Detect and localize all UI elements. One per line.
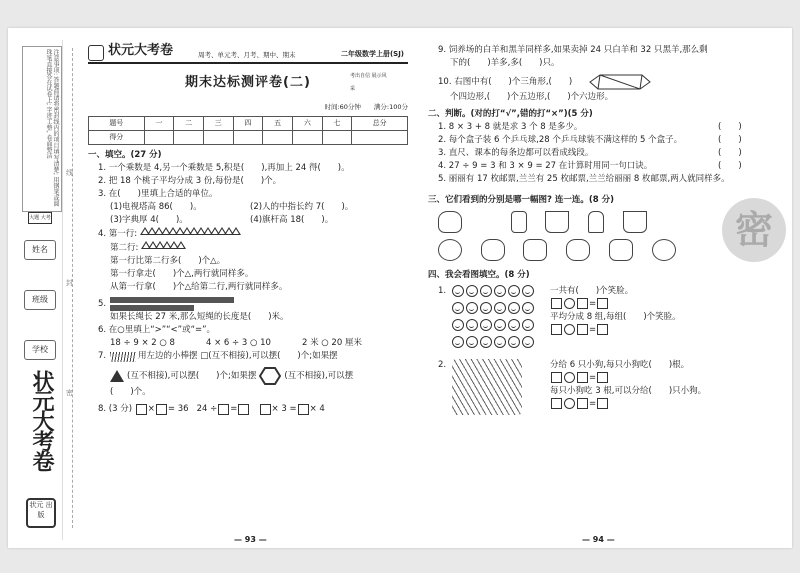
header-sub: 周考、单元考、月考、期中、期末: [198, 51, 296, 59]
judge-5: 5. 丽丽有 17 枚邮票,兰兰有 25 枚邮票,兰兰给丽丽 8 枚邮票,两人就同样多。: [438, 174, 730, 184]
question-4-row-2: [110, 241, 408, 255]
smiley-icon: [494, 336, 506, 348]
smiley-icon: [466, 319, 478, 331]
answer-box[interactable]: [577, 372, 588, 383]
picture-q1b: 平均分成 8 组,每组( )个笑脸。: [550, 312, 681, 322]
answer-box[interactable]: [551, 372, 562, 383]
smiley-icon: [452, 336, 464, 348]
judge-2-text: 2. 每个盒子装 6 个乒乓球,28 个乒乓球装不满这样的 5 个盒子。: [438, 135, 683, 145]
score-col-4: 四: [233, 117, 263, 131]
smiley-icon: [466, 285, 478, 297]
question-3b: (2)人的中指长约 7( )。: [250, 202, 354, 212]
question-6-items: [110, 337, 408, 350]
answer-box[interactable]: [136, 404, 147, 415]
picture-question-2: [438, 359, 768, 415]
dog-icon: [566, 239, 590, 261]
score-col-2: 二: [174, 117, 204, 131]
operator-circle[interactable]: [564, 372, 575, 383]
picture-q2-num: 2.: [438, 360, 447, 370]
answer-box[interactable]: [551, 398, 562, 409]
question-4c: 第一行比第二行多( )个△。: [110, 256, 226, 266]
question-8b: 24 ÷: [196, 404, 218, 414]
judge-2: [438, 134, 768, 147]
answer-box[interactable]: [156, 404, 167, 415]
sticks-icon: [110, 352, 136, 362]
smiley-icon: [522, 302, 534, 314]
question-7-num: 7.: [98, 351, 107, 361]
smiley-icon: [452, 319, 464, 331]
triangle-row-1: [140, 227, 238, 240]
school-label: 学校: [24, 340, 56, 360]
mug-side-icon: [623, 211, 647, 233]
smiley-icon: [480, 302, 492, 314]
score-cell[interactable]: [174, 131, 204, 145]
question-3-row-2: [110, 214, 408, 227]
answer-box[interactable]: [218, 404, 229, 415]
answer-box[interactable]: [577, 398, 588, 409]
smiley-grid: [452, 285, 538, 353]
section-2-title: 二、判断。(对的打“√”,错的打“×”)(5 分): [428, 109, 593, 119]
right-page: [428, 44, 768, 415]
judge-4: [438, 160, 768, 173]
judge-4-text: 4. 27 ÷ 9 = 3 和 3 × 9 = 27 在计算时用同一句口诀。: [438, 161, 653, 171]
triangle-shape-icon: [110, 370, 124, 382]
answer-box[interactable]: [238, 404, 249, 415]
smiley-icon: [494, 285, 506, 297]
question-4e: 从第一行拿( )个△给第二行,两行就同样多。: [110, 282, 288, 292]
question-8d: × 4: [309, 404, 325, 414]
smiley-icon: [522, 285, 534, 297]
question-7-row-2: [110, 366, 408, 386]
rabbit-icon: [481, 239, 505, 261]
question-10-text: 10. 右图中有( )个三角形,( ): [438, 76, 573, 87]
smiley-icon: [508, 336, 520, 348]
question-3: 3. 在( )里填上合适的单位。: [98, 189, 218, 199]
picture-q1-num: 1.: [438, 286, 447, 296]
score-table: [88, 116, 408, 145]
operator-circle[interactable]: [564, 398, 575, 409]
question-1: 1. 一个乘数是 4,另一个乘数是 5,积是( ),再加上 24 得( )。: [98, 163, 350, 173]
triangle-row-2: [141, 241, 183, 254]
score-col-5: 五: [263, 117, 293, 131]
smiley-icon: [508, 319, 520, 331]
cut-mark-2: 封: [66, 279, 73, 287]
logo-icon: [88, 45, 104, 61]
score-col-total: 总分: [352, 117, 408, 131]
answer-box[interactable]: [551, 324, 562, 335]
matching-row-top: [438, 211, 768, 233]
question-4-label-2: 第二行:: [110, 243, 139, 253]
snail-icon: [438, 239, 462, 261]
smiley-icon: [466, 336, 478, 348]
section-1-title: 一、填空。(27 分): [88, 150, 162, 160]
answer-box[interactable]: [597, 298, 608, 309]
left-page: [88, 44, 408, 416]
publisher-logo: 状元 出版: [26, 498, 56, 528]
smiley-icon: [508, 285, 520, 297]
question-10b: 个四边形,( )个五边形,( )个六边形。: [450, 92, 614, 102]
page-number-left: — 93 —: [234, 535, 267, 544]
answer-box[interactable]: [298, 404, 309, 415]
question-4d: 第一行拿走( )个△,两行就同样多。: [110, 269, 254, 279]
cup-icon: [511, 211, 527, 233]
judge-1: [438, 121, 768, 134]
class-label: 班级: [24, 290, 56, 310]
binding-sidebar: [16, 40, 63, 540]
sidebar-brand: 状元大考卷: [29, 370, 54, 470]
question-10: [438, 73, 768, 91]
exam-title: 期末达标测评卷(二): [185, 75, 311, 90]
score-col-6: 六: [292, 117, 322, 131]
page-header: [88, 44, 408, 64]
header-brand: 状元大考卷: [108, 43, 174, 58]
question-6c: 2 米 ○ 20 厘米: [302, 338, 362, 348]
question-5-diagram: [98, 297, 408, 311]
snail-side-icon: [652, 239, 676, 261]
smiley-icon: [480, 336, 492, 348]
smiley-icon: [480, 319, 492, 331]
exam-badge: 考出自信 展示风采: [350, 73, 387, 92]
score-col-label: 题号: [89, 117, 145, 131]
question-7c: (互不相接),可以摆( )个;如果摆: [127, 370, 257, 381]
question-3d: (4)旗杆高 18( )。: [250, 215, 334, 225]
smiley-icon: [480, 285, 492, 297]
score-cell[interactable]: [322, 131, 352, 145]
hexagon-icon: [259, 366, 281, 386]
question-3c: (3)字典厚 4( )。: [110, 215, 188, 225]
picture-q2b: 每只小狗吃 3 根,可以分给( )只小狗。: [550, 386, 707, 396]
judge-3-answer[interactable]: ( ): [718, 148, 742, 158]
seal-stamp: 密: [722, 198, 786, 262]
judge-1-answer[interactable]: ( ): [718, 122, 742, 132]
smiley-icon: [522, 319, 534, 331]
judge-4-answer[interactable]: ( ): [718, 161, 742, 171]
question-5: 如果长绳长 27 米,那么短绳的长度是( )米。: [110, 312, 289, 322]
picture-q1-answers: 一共有( )个笑脸。 = 平均分成 8 组,每组( )个笑脸。 =: [550, 286, 681, 335]
judge-1-text: 1. 8 × 3 + 8 就是求 3 个 8 是多少。: [438, 122, 583, 132]
score-header-row: [89, 117, 408, 131]
question-2: 2. 把 18 个桃子平均分成 3 份,每份是( )个。: [98, 176, 282, 186]
question-4-label-1: 4. 第一行:: [98, 229, 138, 239]
cut-line: [72, 48, 73, 528]
bones-and-dog-image: [452, 359, 522, 415]
answer-box[interactable]: [260, 404, 271, 415]
section-3-title: 三、它们看到的分别是哪一幅图? 连一连。(8 分): [428, 195, 615, 205]
answer-box[interactable]: [551, 298, 562, 309]
cat-icon: [523, 239, 547, 261]
question-3a: (1)电视塔高 86( )。: [110, 202, 202, 212]
score-cell[interactable]: [292, 131, 322, 145]
score-cell[interactable]: [144, 131, 174, 145]
header-grade: 二年级数学上册(SJ): [340, 50, 404, 58]
question-7d: (互不相接),可以摆: [284, 370, 354, 381]
question-6b: 4 × 6 ÷ 3 ○ 10: [206, 338, 271, 348]
smiley-icon: [522, 336, 534, 348]
score-cell[interactable]: [203, 131, 233, 145]
question-6a: 18 ÷ 9 × 2 ○ 8: [110, 338, 175, 348]
operator-circle[interactable]: [564, 298, 575, 309]
notice-box: 注意事项: 答题前请将密封线内的项目填写清楚; 用钢笔或圆珠笔直接答在试卷上; 字迹工整, 卷面整洁: [22, 46, 62, 212]
score-cell[interactable]: [352, 131, 408, 145]
long-rope-bar: [110, 297, 234, 303]
judge-3-text: 3. 直尺、课本的每条边都可以看成线段。: [438, 148, 594, 158]
rope-bars: [110, 297, 234, 311]
matching-row-bottom: [438, 239, 768, 261]
smiley-icon: [466, 302, 478, 314]
question-8-label: 8. (3 分): [98, 404, 133, 414]
exam-page: [8, 28, 792, 548]
cut-mark-3: 密: [66, 389, 73, 397]
question-8a: = 36: [167, 404, 189, 414]
answer-box[interactable]: [597, 398, 608, 409]
smiley-icon: [452, 302, 464, 314]
smiley-icon: [508, 302, 520, 314]
smiley-icon: [494, 319, 506, 331]
page-number-right: — 94 —: [582, 535, 615, 544]
operator-circle[interactable]: [564, 324, 575, 335]
question-3-row-1: [110, 201, 408, 214]
cat-side-icon: [609, 239, 633, 261]
question-7e: ( )个。: [110, 387, 151, 397]
score-row-label: 得分: [89, 131, 145, 145]
score-cell[interactable]: [233, 131, 263, 145]
jar-icon: [588, 211, 604, 233]
question-4-row-1: [98, 227, 408, 241]
score-value-row: [89, 131, 408, 145]
score-col-1: 一: [144, 117, 174, 131]
picture-q2-answers: 分给 6 只小狗,每只小狗吃( )根。 = 每只小狗吃 3 根,可以分给( )只小狗。 =: [550, 360, 707, 409]
smiley-icon: [494, 302, 506, 314]
cut-mark-1: 线: [66, 169, 73, 177]
picture-q1a: 一共有( )个笑脸。: [550, 286, 634, 296]
exam-meta: 时间:60分钟 满分:100分: [324, 103, 408, 111]
question-5-num: 5.: [98, 298, 107, 309]
picture-q2a: 分给 6 只小狗,每只小狗吃( )根。: [550, 360, 690, 370]
puppy-icon: [438, 211, 462, 233]
question-9: 9. 饲养场的白羊和黑羊同样多,如果卖掉 24 只白羊和 32 只黑羊,那么剩: [438, 45, 708, 55]
score-col-3: 三: [203, 117, 233, 131]
mug-icon: [545, 211, 569, 233]
judge-3: [438, 147, 768, 160]
question-7b: 用左边的小棒摆 □(互不相接),可以摆( )个;如果摆: [138, 351, 338, 361]
answer-box[interactable]: [597, 372, 608, 383]
answer-box[interactable]: [597, 324, 608, 335]
stamp-badge: 大题 大考: [28, 212, 52, 224]
answer-box[interactable]: [577, 324, 588, 335]
question-8c: × 3 =: [271, 404, 297, 414]
smiley-icon: [452, 285, 464, 297]
score-col-7: 七: [322, 117, 352, 131]
answer-box[interactable]: [577, 298, 588, 309]
score-cell[interactable]: [263, 131, 293, 145]
shape-figure: [588, 73, 652, 91]
judge-2-answer[interactable]: ( ): [718, 135, 742, 145]
question-6: 6. 在○里填上“>”“<”或“=”。: [98, 325, 216, 335]
question-8: 8. (3 分) × = 36 24 ÷ = × 3 = × 4: [98, 404, 325, 414]
picture-question-1: [438, 285, 768, 353]
question-7-row-1: [98, 350, 408, 363]
question-9b: 下的( )羊多,多( )只。: [450, 58, 560, 68]
name-label: 姓名: [24, 240, 56, 260]
section-4-title: 四、我会看图填空。(8 分): [428, 270, 530, 280]
